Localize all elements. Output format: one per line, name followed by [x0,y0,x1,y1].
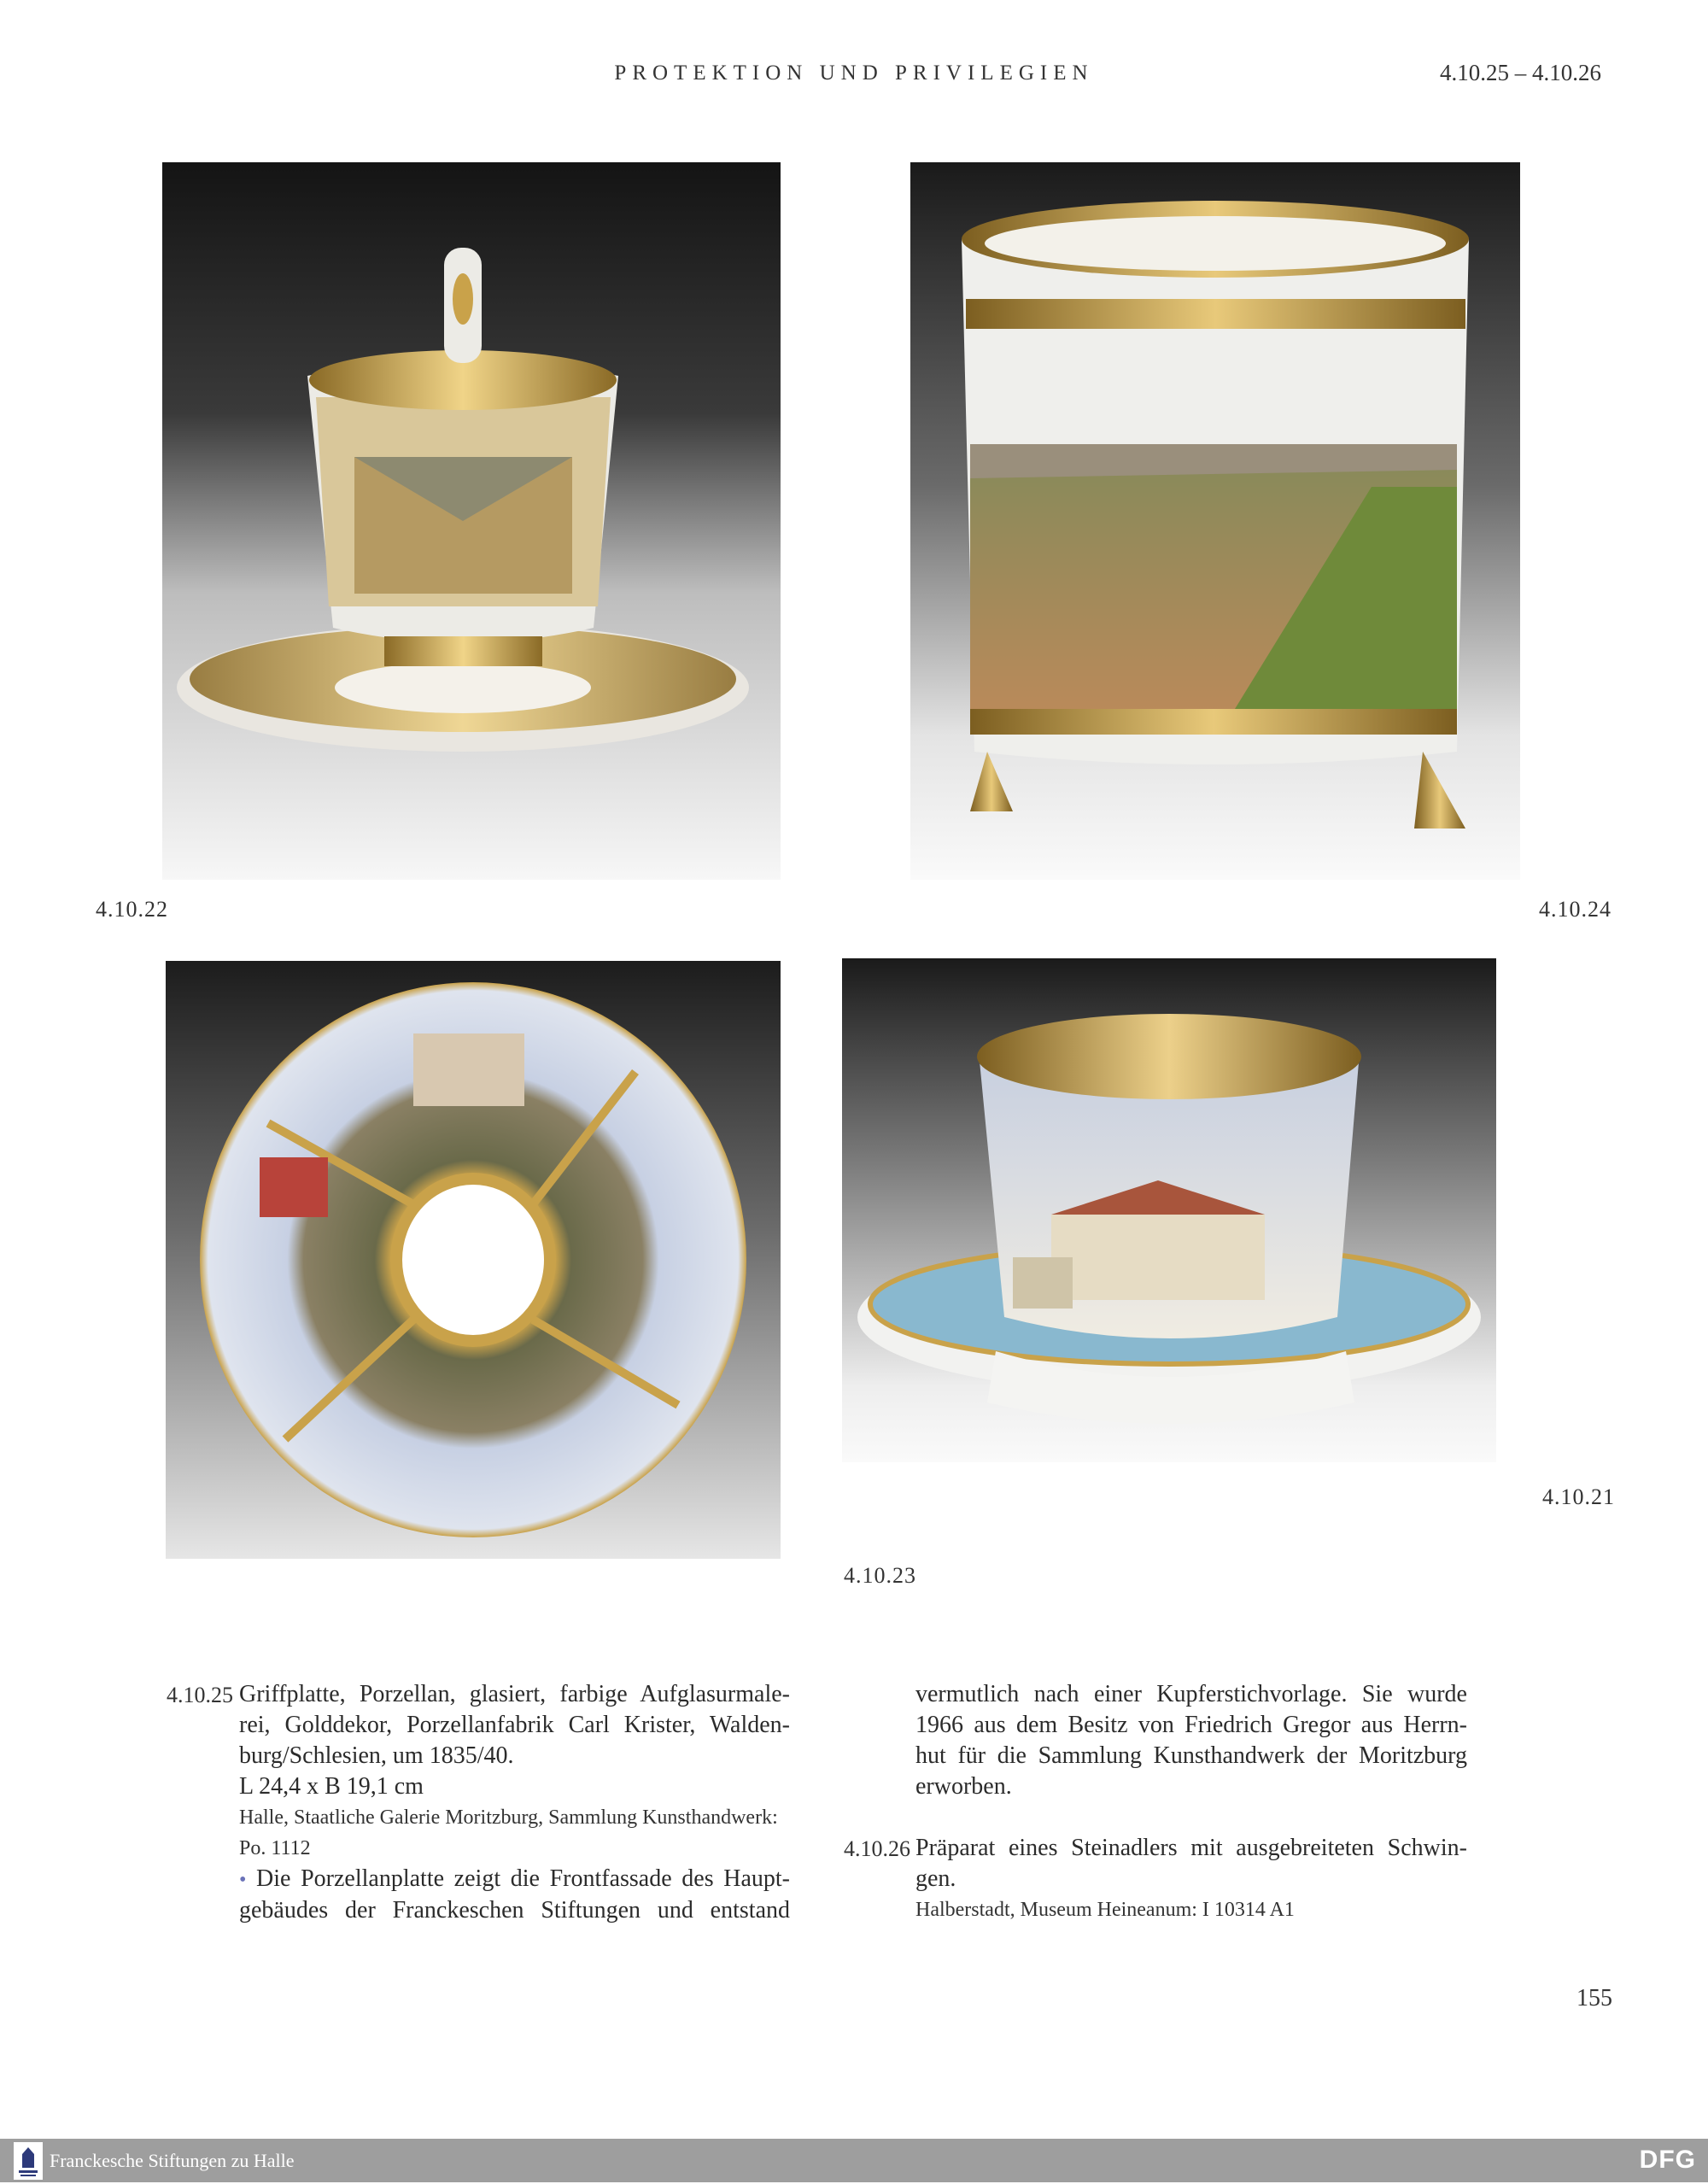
figure-label-4-10-23: 4.10.23 [844,1563,916,1588]
entry-location: Halle, Staatliche Galerie Moritzburg, Sammlung Kunsthandwerk: [239,1806,778,1829]
photo-round-plate [166,961,781,1559]
bullet-icon: • [239,1869,247,1891]
entry-continuation-line: hut für die Sammlung Kunsthandwerk der Moritzburg [915,1742,1467,1769]
page-number: 155 [1576,1985,1612,2011]
entry-number-4-10-25: 4.10.25 [167,1683,233,1707]
figure-label-4-10-21: 4.10.21 [1542,1484,1615,1509]
entry-inventory: Po. 1112 [239,1837,311,1859]
entry-line: Präparat eines Steinadlers mit ausgebreiteten Schwin- [915,1835,1467,1861]
entry-number-4-10-26: 4.10.26 [844,1836,910,1861]
entry-4-10-26 [915,1833,1467,1925]
entry-line: burg/Schlesien, um 1835/40. [239,1742,514,1769]
entry-continuation-line: erworben. [915,1773,1012,1800]
dfg-logo: DFG [1639,2146,1696,2174]
entry-continuation-line: vermutlich nach einer Kupferstichvorlage. Sie wurde [915,1681,1467,1707]
running-header-range: 4.10.25 – 4.10.26 [1440,60,1601,85]
entry-continuation-line: 1966 aus dem Besitz von Friedrich Gregor aus Herrn- [915,1712,1467,1738]
institution-logo-icon [14,2142,43,2180]
entry-4-10-25-continuation [915,1679,1467,1802]
entry-line: gen. [915,1865,956,1892]
photo-covered-cup [162,162,781,880]
footer-institution-name: Franckesche Stiftungen zu Halle [50,2150,295,2171]
photo-footed-beaker [910,162,1520,880]
figure-label-4-10-24: 4.10.24 [1539,897,1611,922]
entry-4-10-25 [239,1679,790,1926]
photo-cup-and-saucer [842,958,1496,1462]
entry-line: rei, Golddekor, Porzellanfabrik Carl Krister, Walden- [239,1712,790,1738]
entry-dimensions: L 24,4 x B 19,1 cm [239,1773,424,1800]
running-header-title: PROTEKTION UND PRIVILEGIEN [614,61,1094,85]
entry-line: Griffplatte, Porzellan, glasiert, farbige Aufglasurmale- [239,1681,790,1707]
figure-label-4-10-22: 4.10.22 [96,897,168,922]
entry-location: Halberstadt, Museum Heineanum: I 10314 A1 [915,1899,1295,1921]
entry-description-line: gebäudes der Franckeschen Stiftungen und entstand [239,1897,790,1923]
entry-description-line: • Die Porzellanplatte zeigt die Frontfassade des Haupt- [239,1865,790,1892]
